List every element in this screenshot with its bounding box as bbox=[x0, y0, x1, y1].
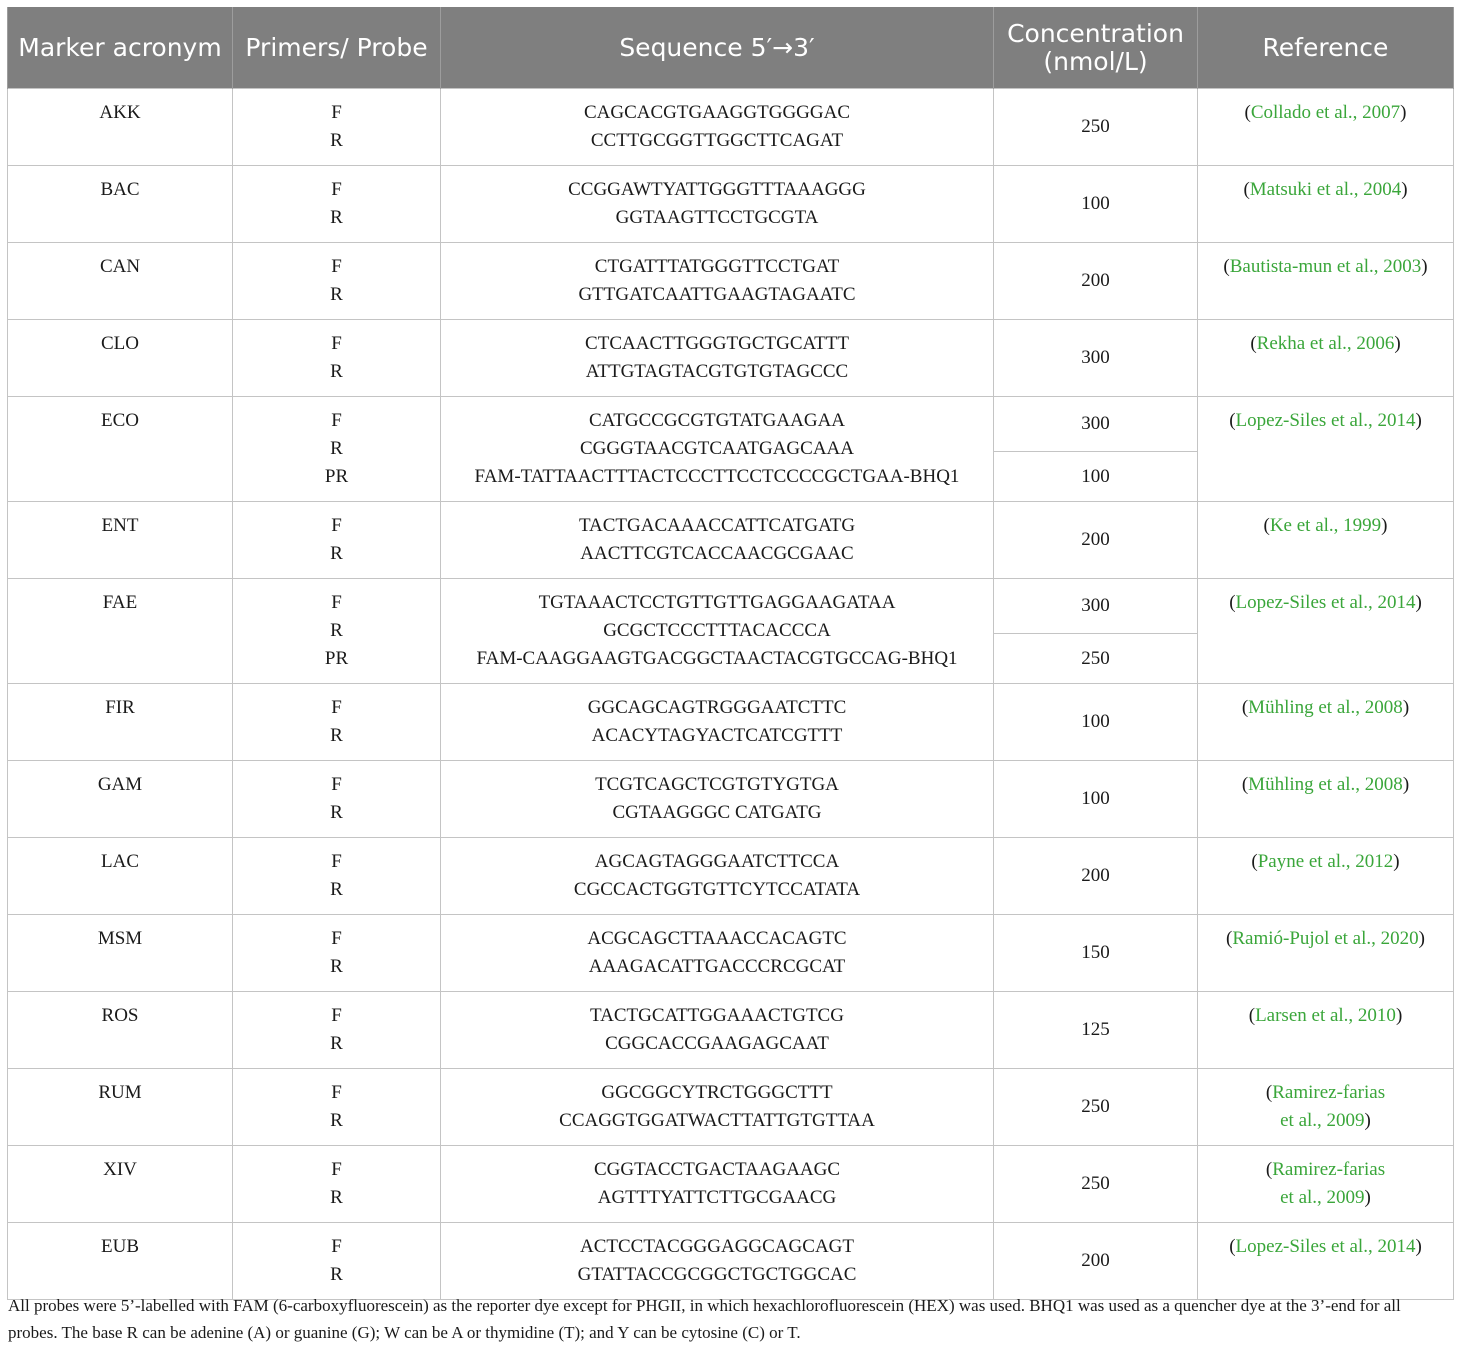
primer-label: F bbox=[331, 928, 342, 949]
concentration-cell bbox=[994, 761, 1198, 838]
header-sequence: Sequence 5′→3′ bbox=[441, 7, 994, 89]
primers-cell bbox=[233, 579, 441, 684]
reference-citation[interactable] bbox=[1212, 848, 1439, 876]
primer-sequence: TACTGACAAACCATTCATGATG bbox=[578, 515, 856, 536]
primer-label: R bbox=[330, 207, 343, 228]
reference-cell bbox=[1198, 579, 1454, 684]
reference-line bbox=[1212, 176, 1439, 204]
open-paren: ( bbox=[1243, 179, 1250, 200]
reference-link[interactable]: Mühling et al., 2008 bbox=[1248, 774, 1403, 795]
concentration-value: 200 bbox=[1081, 1250, 1110, 1271]
reference-line bbox=[1212, 512, 1439, 540]
sequence-cell bbox=[441, 915, 994, 992]
primer-sequence: ACGCAGCTTAAACCACAGTC bbox=[587, 928, 847, 949]
reference-line bbox=[1212, 1079, 1439, 1107]
marker-acronym: ENT bbox=[101, 515, 139, 536]
reference-citation[interactable] bbox=[1212, 925, 1439, 953]
concentration-cell bbox=[994, 915, 1198, 992]
marker-acronym: CLO bbox=[101, 333, 139, 354]
table-row bbox=[8, 838, 1454, 915]
primer-sequence: GTTGATCAATTGAAGTAGAATC bbox=[578, 284, 856, 305]
close-paren: ) bbox=[1381, 515, 1388, 536]
primer-sequence: CGTAAGGGC CATGATG bbox=[612, 802, 822, 823]
sequence-cell bbox=[441, 397, 994, 502]
table-row bbox=[8, 166, 1454, 243]
primer-label: R bbox=[330, 1033, 343, 1054]
primer-sequence: CATGCCGCGTGTATGAAGAA bbox=[588, 410, 846, 431]
reference-line bbox=[1212, 1156, 1439, 1184]
table-row bbox=[8, 915, 1454, 992]
primer-label: F bbox=[331, 410, 342, 431]
reference-link[interactable]: Payne et al., 2012 bbox=[1257, 851, 1394, 872]
primer-label: R bbox=[330, 130, 343, 151]
primer-sequence: ATTGTAGTACGTGTGTAGCCC bbox=[585, 361, 849, 382]
table-row bbox=[8, 502, 1454, 579]
open-paren: ( bbox=[1223, 256, 1230, 277]
sequence-cell bbox=[441, 579, 994, 684]
table-row bbox=[8, 243, 1454, 320]
primer-sequence: CGGCACCGAAGAGCAAT bbox=[605, 1033, 829, 1054]
reference-line bbox=[1212, 253, 1439, 281]
concentration-value: 300 bbox=[1081, 413, 1110, 435]
table-row bbox=[8, 1146, 1454, 1223]
close-paren: ) bbox=[1364, 1187, 1371, 1208]
primer-label: R bbox=[330, 438, 343, 459]
sequence-cell bbox=[441, 761, 994, 838]
concentration-value: 200 bbox=[1081, 865, 1110, 886]
marker-acronym: LAC bbox=[101, 851, 139, 872]
primer-sequence: TGTAAACTCCTGTTGTTGAGGAAGATAA bbox=[538, 592, 896, 613]
primer-label: R bbox=[330, 1110, 343, 1131]
table-header bbox=[8, 7, 1454, 89]
primer-label: R bbox=[330, 1264, 343, 1285]
reference-line bbox=[1212, 330, 1439, 358]
open-paren: ( bbox=[1248, 1005, 1256, 1026]
header-row bbox=[8, 7, 1454, 89]
header-concentration-line2: (nmol/L) bbox=[1043, 46, 1148, 76]
reference-link[interactable]: et al., 2009 bbox=[1280, 1187, 1365, 1208]
marker-cell bbox=[8, 579, 233, 684]
sequence-cell bbox=[441, 166, 994, 243]
concentration-cell bbox=[994, 452, 1198, 502]
primer-label: F bbox=[331, 774, 342, 795]
table-row bbox=[8, 761, 1454, 838]
marker-cell bbox=[8, 761, 233, 838]
concentration-value: 250 bbox=[1081, 1173, 1110, 1194]
primers-cell bbox=[233, 1069, 441, 1146]
reference-citation[interactable] bbox=[1212, 1156, 1439, 1212]
sequence-cell bbox=[441, 838, 994, 915]
concentration-cell bbox=[994, 1069, 1198, 1146]
primer-label: F bbox=[331, 333, 342, 354]
primer-sequence: CCTTGCGGTTGGCTTCAGAT bbox=[590, 130, 844, 151]
reference-citation[interactable] bbox=[1212, 99, 1439, 127]
table-body bbox=[8, 89, 1454, 1300]
reference-citation[interactable] bbox=[1212, 512, 1439, 540]
close-paren: ) bbox=[1401, 179, 1408, 200]
open-paren: ( bbox=[1226, 928, 1233, 949]
reference-link[interactable]: Collado et al., 2007 bbox=[1250, 102, 1401, 123]
reference-link[interactable]: Lopez-Siles et al., 2014 bbox=[1235, 592, 1416, 613]
open-paren: ( bbox=[1229, 592, 1236, 613]
reference-line bbox=[1212, 1184, 1439, 1212]
concentration-cell bbox=[994, 838, 1198, 915]
reference-link[interactable]: Rekha et al., 2006 bbox=[1256, 333, 1395, 354]
concentration-cell bbox=[994, 502, 1198, 579]
concentration-value: 100 bbox=[1081, 788, 1110, 809]
primer-sequence: AACTTCGTCACCAACGCGAAC bbox=[580, 543, 854, 564]
primer-label: R bbox=[330, 284, 343, 305]
primer-sequence: CTCAACTTGGGTGCTGCATTT bbox=[585, 333, 849, 354]
marker-acronym: CAN bbox=[99, 256, 141, 277]
reference-citation[interactable] bbox=[1212, 330, 1439, 358]
primer-table bbox=[7, 7, 1454, 1300]
primer-label: R bbox=[330, 879, 343, 900]
concentration-cell bbox=[994, 684, 1198, 761]
reference-cell bbox=[1198, 761, 1454, 838]
concentration-cell bbox=[994, 992, 1198, 1069]
primer-label: PR bbox=[324, 466, 349, 487]
open-paren: ( bbox=[1263, 515, 1270, 536]
reference-citation[interactable] bbox=[1212, 771, 1439, 799]
marker-acronym: AKK bbox=[99, 102, 141, 123]
marker-acronym: MSM bbox=[97, 928, 143, 949]
primer-sequence: GGCAGCAGTRGGGAATCTTC bbox=[587, 697, 847, 718]
marker-cell bbox=[8, 992, 233, 1069]
sequence-cell bbox=[441, 1069, 994, 1146]
reference-line bbox=[1212, 99, 1439, 127]
reference-cell bbox=[1198, 915, 1454, 992]
close-paren: ) bbox=[1393, 851, 1400, 872]
sequence-cell bbox=[441, 992, 994, 1069]
marker-acronym: ECO bbox=[101, 410, 139, 431]
marker-cell bbox=[8, 838, 233, 915]
header-marker-acronym: Marker acronym bbox=[8, 7, 233, 89]
close-paren: ) bbox=[1402, 774, 1410, 795]
open-paren: ( bbox=[1265, 1082, 1273, 1103]
reference-line bbox=[1212, 925, 1439, 953]
primers-cell bbox=[233, 166, 441, 243]
primer-sequence: GGCGGCYTRCTGGGCTTT bbox=[601, 1082, 833, 1103]
reference-citation[interactable] bbox=[1212, 1002, 1439, 1030]
marker-cell bbox=[8, 684, 233, 761]
primer-label: F bbox=[331, 697, 342, 718]
reference-citation[interactable] bbox=[1212, 176, 1439, 204]
concentration-value: 300 bbox=[1081, 347, 1110, 368]
reference-line bbox=[1212, 589, 1439, 617]
sequence-cell bbox=[441, 320, 994, 397]
primer-sequence: CCAGGTGGATWACTTATTGTGTTAA bbox=[559, 1110, 875, 1131]
table-row bbox=[8, 320, 1454, 397]
table-row bbox=[8, 397, 1454, 452]
close-paren: ) bbox=[1364, 1110, 1371, 1131]
marker-acronym: RUM bbox=[98, 1082, 142, 1103]
marker-cell bbox=[8, 915, 233, 992]
header-concentration-line1: Concentration bbox=[1007, 18, 1184, 48]
reference-line bbox=[1212, 1107, 1439, 1135]
reference-link[interactable]: Ramirez-farias bbox=[1272, 1159, 1386, 1180]
concentration-cell bbox=[994, 166, 1198, 243]
reference-cell bbox=[1198, 992, 1454, 1069]
reference-line bbox=[1212, 848, 1439, 876]
primers-cell bbox=[233, 397, 441, 502]
header-reference: Reference bbox=[1198, 7, 1454, 89]
primer-label: F bbox=[331, 1159, 342, 1180]
primer-sequence: CAGCACGTGAAGGTGGGGAC bbox=[584, 102, 850, 123]
reference-link[interactable]: Bautista-mun et al., 2003 bbox=[1229, 256, 1422, 277]
header-primers-probe: Primers/ Probe bbox=[233, 7, 441, 89]
table-row bbox=[8, 89, 1454, 166]
primer-label: F bbox=[331, 515, 342, 536]
concentration-cell bbox=[994, 579, 1198, 634]
primer-sequence: CGGGTAACGTCAATGAGCAAA bbox=[580, 438, 854, 459]
marker-acronym: GAM bbox=[97, 774, 143, 795]
close-paren: ) bbox=[1394, 333, 1401, 354]
primers-cell bbox=[233, 761, 441, 838]
concentration-cell bbox=[994, 634, 1198, 684]
reference-link[interactable]: Mühling et al., 2008 bbox=[1248, 697, 1403, 718]
close-paren: ) bbox=[1400, 102, 1407, 123]
open-paren: ( bbox=[1250, 333, 1257, 354]
concentration-cell bbox=[994, 397, 1198, 452]
primer-sequence: FAM-TATTAACTTTACTCCCTTCCTCCCCGCTGAA-BHQ1 bbox=[474, 466, 960, 487]
concentration-value: 200 bbox=[1081, 529, 1110, 550]
reference-citation[interactable] bbox=[1212, 253, 1439, 281]
reference-cell bbox=[1198, 1069, 1454, 1146]
reference-cell bbox=[1198, 166, 1454, 243]
sequence-cell bbox=[441, 89, 994, 166]
close-paren: ) bbox=[1418, 928, 1425, 949]
primer-label: F bbox=[331, 851, 342, 872]
open-paren: ( bbox=[1251, 851, 1258, 872]
close-paren: ) bbox=[1415, 1236, 1422, 1257]
primer-label: F bbox=[331, 1236, 342, 1257]
sequence-cell bbox=[441, 243, 994, 320]
reference-citation[interactable] bbox=[1212, 1233, 1439, 1261]
reference-link[interactable]: Lopez-Siles et al., 2014 bbox=[1235, 1236, 1416, 1257]
primer-sequence: GTATTACCGCGGCTGCTGGCAC bbox=[577, 1264, 857, 1285]
table-row bbox=[8, 684, 1454, 761]
primers-cell bbox=[233, 1223, 441, 1300]
reference-cell bbox=[1198, 320, 1454, 397]
primer-sequence: CGGTACCTGACTAAGAAGC bbox=[593, 1159, 841, 1180]
close-paren: ) bbox=[1402, 697, 1410, 718]
primer-label: R bbox=[330, 725, 343, 746]
reference-line bbox=[1212, 694, 1439, 722]
primers-cell bbox=[233, 915, 441, 992]
sequence-cell bbox=[441, 684, 994, 761]
concentration-cell bbox=[994, 243, 1198, 320]
reference-line bbox=[1212, 1002, 1439, 1030]
reference-line bbox=[1212, 407, 1439, 435]
marker-cell bbox=[8, 166, 233, 243]
open-paren: ( bbox=[1241, 697, 1249, 718]
reference-citation[interactable] bbox=[1212, 407, 1439, 435]
concentration-value: 150 bbox=[1081, 942, 1110, 963]
primer-sequence: TCGTCAGCTCGTGTYGTGA bbox=[595, 774, 839, 795]
header-concentration bbox=[994, 7, 1198, 89]
concentration-cell bbox=[994, 1223, 1198, 1300]
primer-sequence: CCGGAWTYATTGGGTTTAAAGGG bbox=[568, 179, 866, 200]
reference-line bbox=[1212, 771, 1439, 799]
table-row bbox=[8, 992, 1454, 1069]
primer-sequence: TACTGCATTGGAAACTGTCG bbox=[590, 1005, 844, 1026]
reference-link[interactable]: Lopez-Siles et al., 2014 bbox=[1235, 410, 1416, 431]
concentration-cell bbox=[994, 89, 1198, 166]
close-paren: ) bbox=[1415, 410, 1422, 431]
reference-cell bbox=[1198, 502, 1454, 579]
open-paren: ( bbox=[1244, 102, 1251, 123]
concentration-value: 300 bbox=[1081, 595, 1110, 617]
primer-label: R bbox=[330, 620, 343, 641]
open-paren: ( bbox=[1241, 774, 1249, 795]
sequence-cell bbox=[441, 1146, 994, 1223]
primer-sequence: AAAGACATTGACCCRCGCAT bbox=[588, 956, 846, 977]
reference-line bbox=[1212, 1233, 1439, 1261]
primer-label: F bbox=[331, 592, 342, 613]
primer-label: PR bbox=[324, 648, 349, 669]
marker-acronym: FIR bbox=[105, 697, 135, 718]
primer-label: F bbox=[331, 1082, 342, 1103]
primers-cell bbox=[233, 320, 441, 397]
primers-cell bbox=[233, 502, 441, 579]
primer-label: F bbox=[331, 1005, 342, 1026]
marker-cell bbox=[8, 1146, 233, 1223]
primer-label: F bbox=[331, 256, 342, 277]
primers-cell bbox=[233, 684, 441, 761]
primers-cell bbox=[233, 243, 441, 320]
open-paren: ( bbox=[1229, 1236, 1236, 1257]
reference-link[interactable]: Ramió-Pujol et al., 2020 bbox=[1232, 928, 1419, 949]
table-row bbox=[8, 579, 1454, 634]
reference-cell bbox=[1198, 684, 1454, 761]
concentration-value: 100 bbox=[1081, 465, 1110, 487]
reference-cell bbox=[1198, 243, 1454, 320]
primer-sequence: GCGCTCCCTTTACACCCA bbox=[603, 620, 831, 641]
marker-cell bbox=[8, 89, 233, 166]
reference-link[interactable]: Matsuki et al., 2004 bbox=[1249, 179, 1402, 200]
marker-cell bbox=[8, 243, 233, 320]
close-paren: ) bbox=[1395, 1005, 1403, 1026]
primer-sequence: CTGATTTATGGGTTCCTGAT bbox=[594, 256, 840, 277]
concentration-cell bbox=[994, 320, 1198, 397]
primer-sequence: CGCCACTGGTGTTCYTCCATATA bbox=[573, 879, 861, 900]
primer-sequence: ACACYTAGYACTCATCGTTT bbox=[591, 725, 843, 746]
reference-citation[interactable] bbox=[1212, 1079, 1439, 1135]
open-paren: ( bbox=[1229, 410, 1236, 431]
close-paren: ) bbox=[1415, 592, 1422, 613]
primers-cell bbox=[233, 838, 441, 915]
primer-sequence: AGCAGTAGGGAATCTTCCA bbox=[594, 851, 840, 872]
marker-acronym: EUB bbox=[101, 1236, 139, 1257]
reference-cell bbox=[1198, 838, 1454, 915]
concentration-value: 125 bbox=[1081, 1019, 1110, 1040]
concentration-value: 250 bbox=[1081, 647, 1110, 669]
open-paren: ( bbox=[1265, 1159, 1273, 1180]
sequence-cell bbox=[441, 1223, 994, 1300]
table-row bbox=[8, 1069, 1454, 1146]
reference-link[interactable]: Larsen et al., 2010 bbox=[1255, 1005, 1396, 1026]
primers-cell bbox=[233, 89, 441, 166]
primer-label: F bbox=[331, 102, 342, 123]
primer-label: R bbox=[330, 956, 343, 977]
concentration-value: 100 bbox=[1081, 711, 1110, 732]
primer-label: F bbox=[331, 179, 342, 200]
marker-acronym: ROS bbox=[101, 1005, 139, 1026]
primer-label: R bbox=[330, 361, 343, 382]
primer-sequence: AGTTTYATTCTTGCGAACG bbox=[597, 1187, 837, 1208]
reference-link[interactable]: Ramirez-farias bbox=[1272, 1082, 1386, 1103]
marker-cell bbox=[8, 1069, 233, 1146]
primers-cell bbox=[233, 992, 441, 1069]
primer-label: R bbox=[330, 1187, 343, 1208]
primers-cell bbox=[233, 1146, 441, 1223]
table-footnote: All probes were 5’-labelled with FAM (6-carboxyfluorescein) as the reporter dye except for PHGII, in which hexachlorofluorescein (HEX) was used. BHQ1 was used as a quencher dye at the 3’-end for all probes. The base R can be adenine (A) or guanine (G); W can be A or thymidine (T); and Y can be cytosine (C) or T. bbox=[8, 1296, 1401, 1342]
concentration-value: 250 bbox=[1081, 1096, 1110, 1117]
marker-acronym: FAE bbox=[102, 592, 138, 613]
marker-acronym: BAC bbox=[100, 179, 140, 200]
reference-cell bbox=[1198, 1223, 1454, 1300]
primer-label: R bbox=[330, 543, 343, 564]
reference-cell bbox=[1198, 1146, 1454, 1223]
reference-link[interactable]: Ke et al., 1999 bbox=[1269, 515, 1382, 536]
primer-sequence: ACTCCTACGGGAGGCAGCAGT bbox=[580, 1236, 854, 1257]
reference-citation[interactable] bbox=[1212, 589, 1439, 617]
primer-label: R bbox=[330, 802, 343, 823]
close-paren: ) bbox=[1421, 256, 1428, 277]
marker-cell bbox=[8, 1223, 233, 1300]
primer-sequence: FAM-CAAGGAAGTGACGGCTAACTACGTGCCAG-BHQ1 bbox=[476, 648, 958, 669]
concentration-cell bbox=[994, 1146, 1198, 1223]
primer-sequence: GGTAAGTTCCTGCGTA bbox=[615, 207, 819, 228]
table-row bbox=[8, 1223, 1454, 1300]
marker-acronym: XIV bbox=[103, 1159, 137, 1180]
sequence-cell bbox=[441, 502, 994, 579]
concentration-value: 200 bbox=[1081, 270, 1110, 291]
reference-cell bbox=[1198, 89, 1454, 166]
reference-link[interactable]: et al., 2009 bbox=[1280, 1110, 1365, 1131]
marker-cell bbox=[8, 397, 233, 502]
reference-cell bbox=[1198, 397, 1454, 502]
marker-cell bbox=[8, 502, 233, 579]
marker-cell bbox=[8, 320, 233, 397]
concentration-value: 250 bbox=[1081, 116, 1110, 137]
concentration-value: 100 bbox=[1081, 193, 1110, 214]
reference-citation[interactable] bbox=[1212, 694, 1439, 722]
